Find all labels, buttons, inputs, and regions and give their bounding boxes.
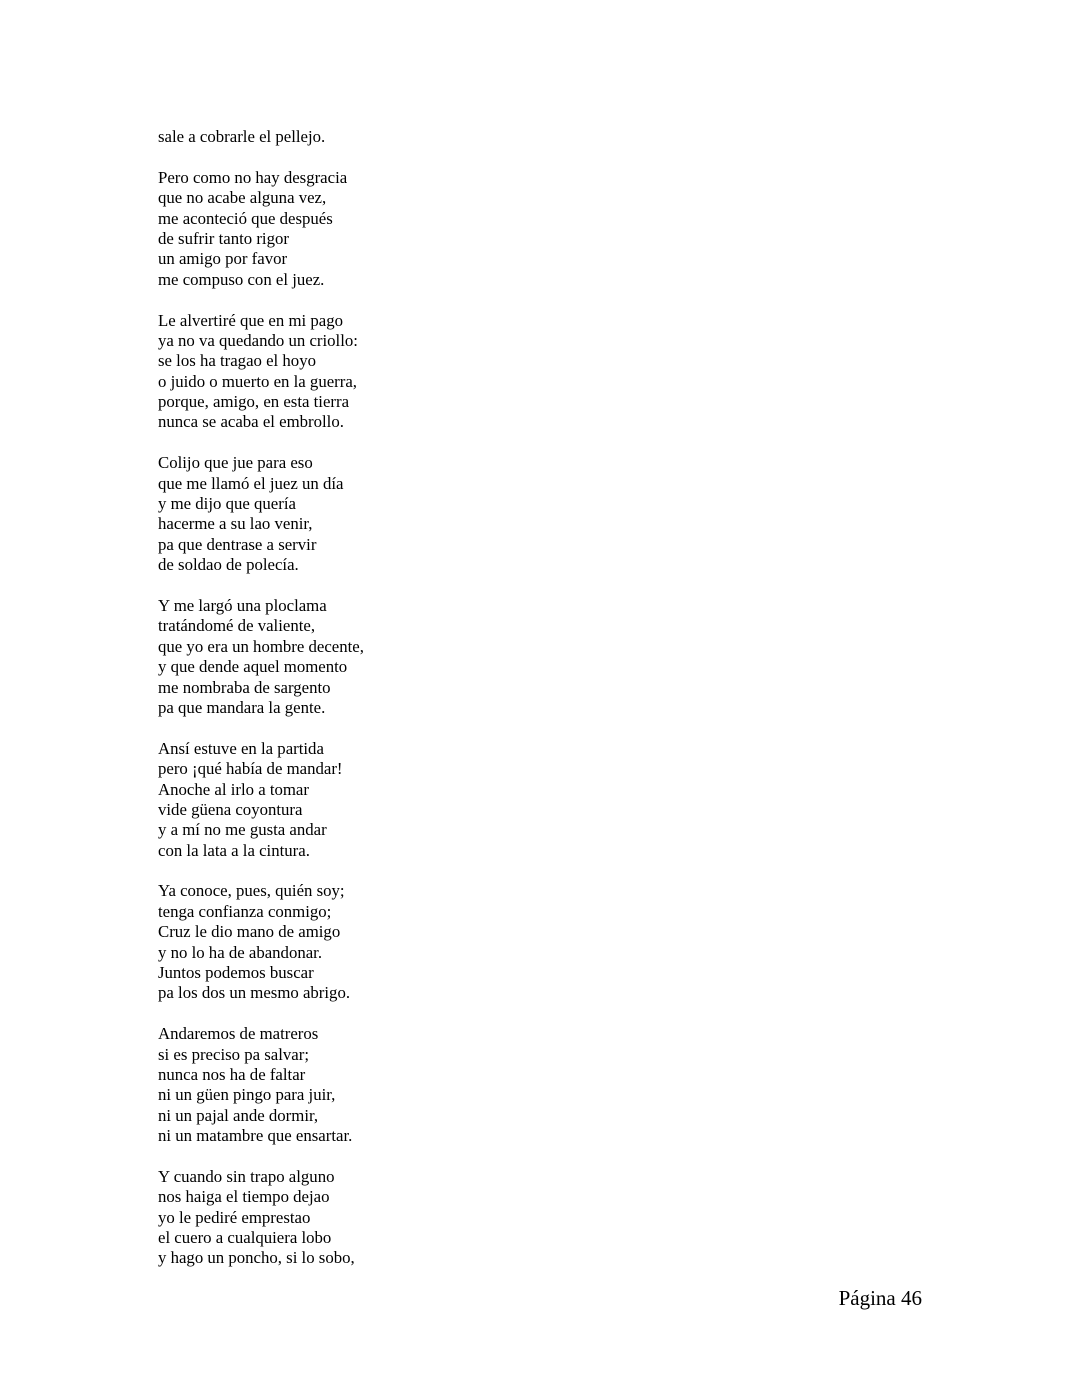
verse-line: y no lo ha de abandonar. xyxy=(158,942,323,962)
verse-line: Pero como no hay desgracia xyxy=(158,167,348,187)
stanza-gap xyxy=(158,290,758,310)
verse-line: Ya conoce, pues, quién soy; xyxy=(158,881,345,901)
stanza xyxy=(158,596,758,718)
verse-line: ni un pajal ande dormir, xyxy=(158,1105,319,1125)
verse-line: vide güena coyontura xyxy=(158,799,303,819)
verse-line: de soldao de polecía. xyxy=(158,555,299,575)
verse-line: Le alvertiré que en mi pago xyxy=(158,310,343,330)
stanza xyxy=(158,453,758,575)
verse-line: porque, amigo, en esta tierra xyxy=(158,392,350,412)
verse-line: ya no va quedando un criollo: xyxy=(158,330,358,350)
verse-line: Colijo que jue para eso xyxy=(158,453,313,473)
verse-line: nos haiga el tiempo dejao xyxy=(158,1187,330,1207)
stanza xyxy=(158,311,758,433)
verse-line: hacerme a su lao venir, xyxy=(158,514,313,534)
verse-line: ni un güen pingo para juir, xyxy=(158,1085,336,1105)
verse-line: nunca nos ha de faltar xyxy=(158,1064,306,1084)
poem-text xyxy=(158,127,758,1269)
stanza-gap xyxy=(158,147,758,167)
verse-line: tratándomé de valiente, xyxy=(158,616,316,636)
stanza xyxy=(158,1167,758,1269)
verse-line: se los ha tragao el hoyo xyxy=(158,351,316,371)
verse-line: Ansí estuve en la partida xyxy=(158,738,324,758)
verse-line: y me dijo que quería xyxy=(158,494,296,514)
verse-line: si es preciso pa salvar; xyxy=(158,1044,309,1064)
verse-line: que no acabe alguna vez, xyxy=(158,188,327,208)
verse-line: me compuso con el juez. xyxy=(158,269,325,289)
stanza xyxy=(158,168,758,290)
verse-line: me aconteció que después xyxy=(158,208,333,228)
verse-line: Andaremos de matreros xyxy=(158,1024,319,1044)
verse-line: de sufrir tanto rigor xyxy=(158,228,289,248)
verse-line: me nombraba de sargento xyxy=(158,677,331,697)
verse-line: Cruz le dio mano de amigo xyxy=(158,922,341,942)
verse-line: que me llamó el juez un día xyxy=(158,473,344,493)
stanza-gap xyxy=(158,718,758,738)
stanza-gap xyxy=(158,576,758,596)
verse-line: yo le pediré emprestao xyxy=(158,1207,311,1227)
verse-line: nunca se acaba el embrollo. xyxy=(158,412,344,432)
verse-line: con la lata a la cintura. xyxy=(158,840,310,860)
verse-line: sale a cobrarle el pellejo. xyxy=(158,127,326,146)
verse-line: o juido o muerto en la guerra, xyxy=(158,371,357,391)
stanza xyxy=(158,881,758,1003)
stanza-gap xyxy=(158,861,758,881)
verse-line: Juntos podemos buscar xyxy=(158,963,314,983)
verse-line: y a mí no me gusta andar xyxy=(158,820,327,840)
verse-line: y hago un poncho, si lo sobo, xyxy=(158,1248,355,1268)
stanza xyxy=(158,127,758,147)
verse-line: y que dende aquel momento xyxy=(158,657,348,677)
verse-line: tenga confianza conmigo; xyxy=(158,901,332,921)
verse-line: pa que dentrase a servir xyxy=(158,534,317,554)
verse-line: pero ¡qué había de mandar! xyxy=(158,759,343,779)
stanza-gap xyxy=(158,1147,758,1167)
verse-line: pa los dos un mesmo abrigo. xyxy=(158,983,351,1003)
verse-line: Y cuando sin trapo alguno xyxy=(158,1166,335,1186)
stanza xyxy=(158,739,758,861)
stanza-gap xyxy=(158,433,758,453)
stanza xyxy=(158,1024,758,1146)
verse-line: Anoche al irlo a tomar xyxy=(158,779,309,799)
verse-line: Y me largó una ploclama xyxy=(158,595,327,615)
verse-line: pa que mandara la gente. xyxy=(158,697,326,717)
stanza-gap xyxy=(158,1004,758,1024)
verse-line: el cuero a cualquiera lobo xyxy=(158,1228,332,1248)
page-number: Página 46 xyxy=(838,1286,922,1310)
verse-line: un amigo por favor xyxy=(158,249,288,269)
verse-line: ni un matambre que ensartar. xyxy=(158,1126,353,1146)
verse-line: que yo era un hombre decente, xyxy=(158,636,364,656)
